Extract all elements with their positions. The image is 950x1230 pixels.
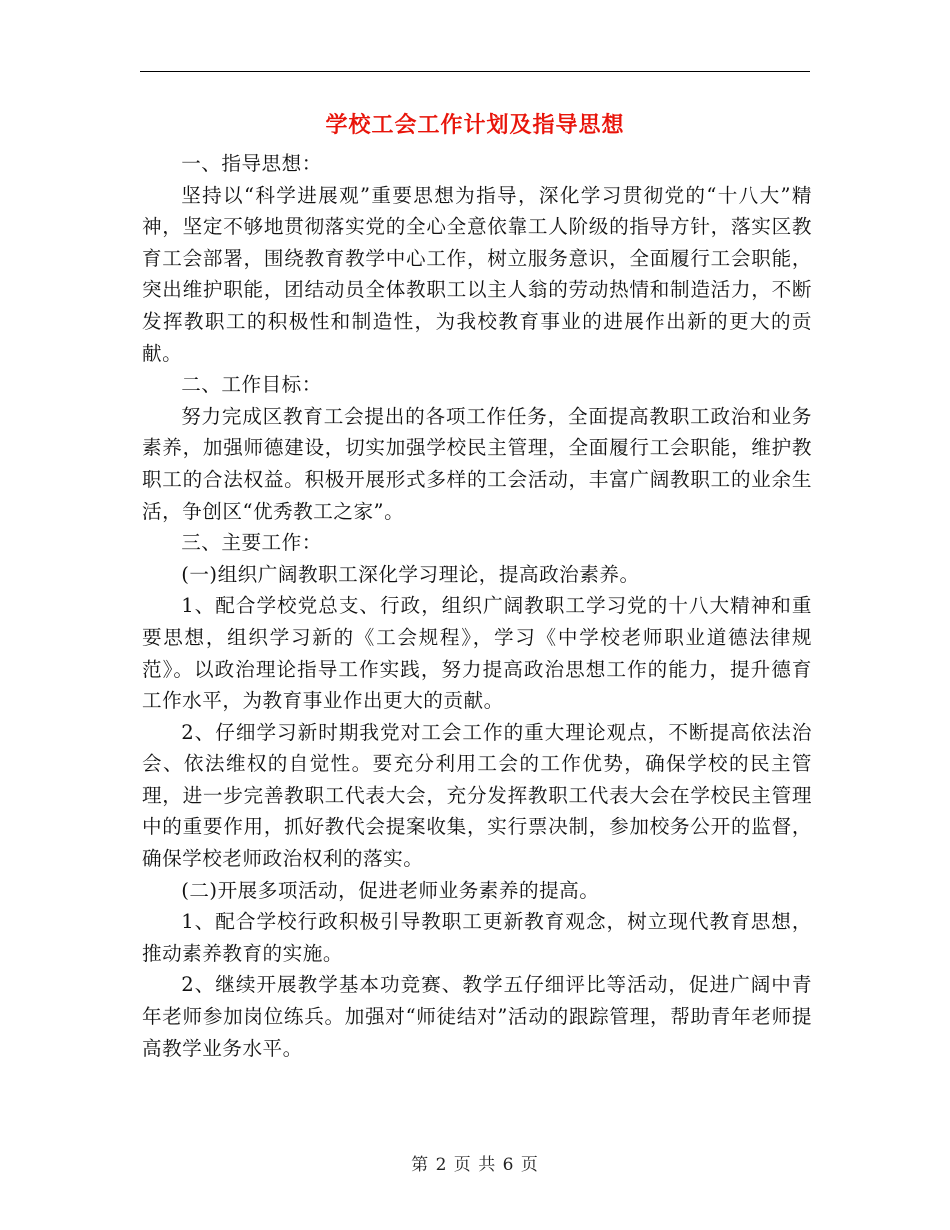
paragraph-activity-item-1: 1、配合学校行政积极引导教职工更新教育观念，树立现代教育思想，推动素养教育的实施。 (142, 910, 812, 965)
subheading-study-theory: (一)组织广阔教职工深化学习理论，提高政治素养。 (181, 562, 640, 586)
paragraph-work-goals: 努力完成区教育工会提出的各项工作任务，全面提高教职工政治和业务素养，加强师德建设，切实加强学校民主管理，全面履行工会职能，维护教职工的合法权益。积极开展形式多样的工会活动，丰富广阔教职工的业余生活，争创区“优秀教工之家”。 (142, 404, 812, 523)
paragraph-guiding-thought: 坚持以“科学进展观”重要思想为指导，深化学习贯彻党的“十八大”精神，坚定不够地贯彻落实党的全心全意依靠工人阶级的指导方针，落实区教育工会部署，围绕教育教学中心工作，树立服务意识，全面履行工会职能，突出维护职能，团结动员全体教职工以主人翁的劳动热情和制造活力，不断发挥教职工的积极性和制造性，为我校教育事业的进展作出新的更大的贡献。 (142, 183, 812, 365)
header-rule (140, 71, 810, 72)
page-number: 第 2 页 共 6 页 (411, 1155, 539, 1175)
heading-work-goals: 二、工作目标： (181, 373, 322, 397)
paragraph-study-item-1: 1、配合学校党总支、行政，组织广阔教职工学习党的十八大精神和重要思想，组织学习新的《工会规程》，学习《中学校老师职业道德法律规范》。以政治理论指导工作实践，努力提高政治思想工作的能力，提升德育工作水平，为教育事业作出更大的贡献。 (142, 594, 812, 713)
heading-main-work: 三、主要工作： (181, 531, 322, 555)
paragraph-study-item-2: 2、仔细学习新时期我党对工会工作的重大理论观点，不断提高依法治会、依法维权的自觉性。要充分利用工会的工作优势，确保学校的民主管理，进一步完善教职工代表大会，充分发挥教职工代表大会在学校民主管理中的重要作用，抓好教代会提案收集，实行票决制，参加校务公开的监督，确保学校老师政治权利的落实。 (142, 720, 812, 871)
document-body (142, 148, 812, 1064)
subheading-activities: (二)开展多项活动，促进老师业务素养的提高。 (181, 878, 600, 902)
paragraph-activity-item-2: 2、继续开展教学基本功竞赛、教学五仔细评比等活动，促进广阔中青年老师参加岗位练兵。加强对“师徒结对”活动的跟踪管理，帮助青年老师提高教学业务水平。 (142, 973, 812, 1060)
document-title: 学校工会工作计划及指导思想 (325, 112, 625, 138)
heading-guiding-thought: 一、指导思想： (181, 152, 322, 175)
